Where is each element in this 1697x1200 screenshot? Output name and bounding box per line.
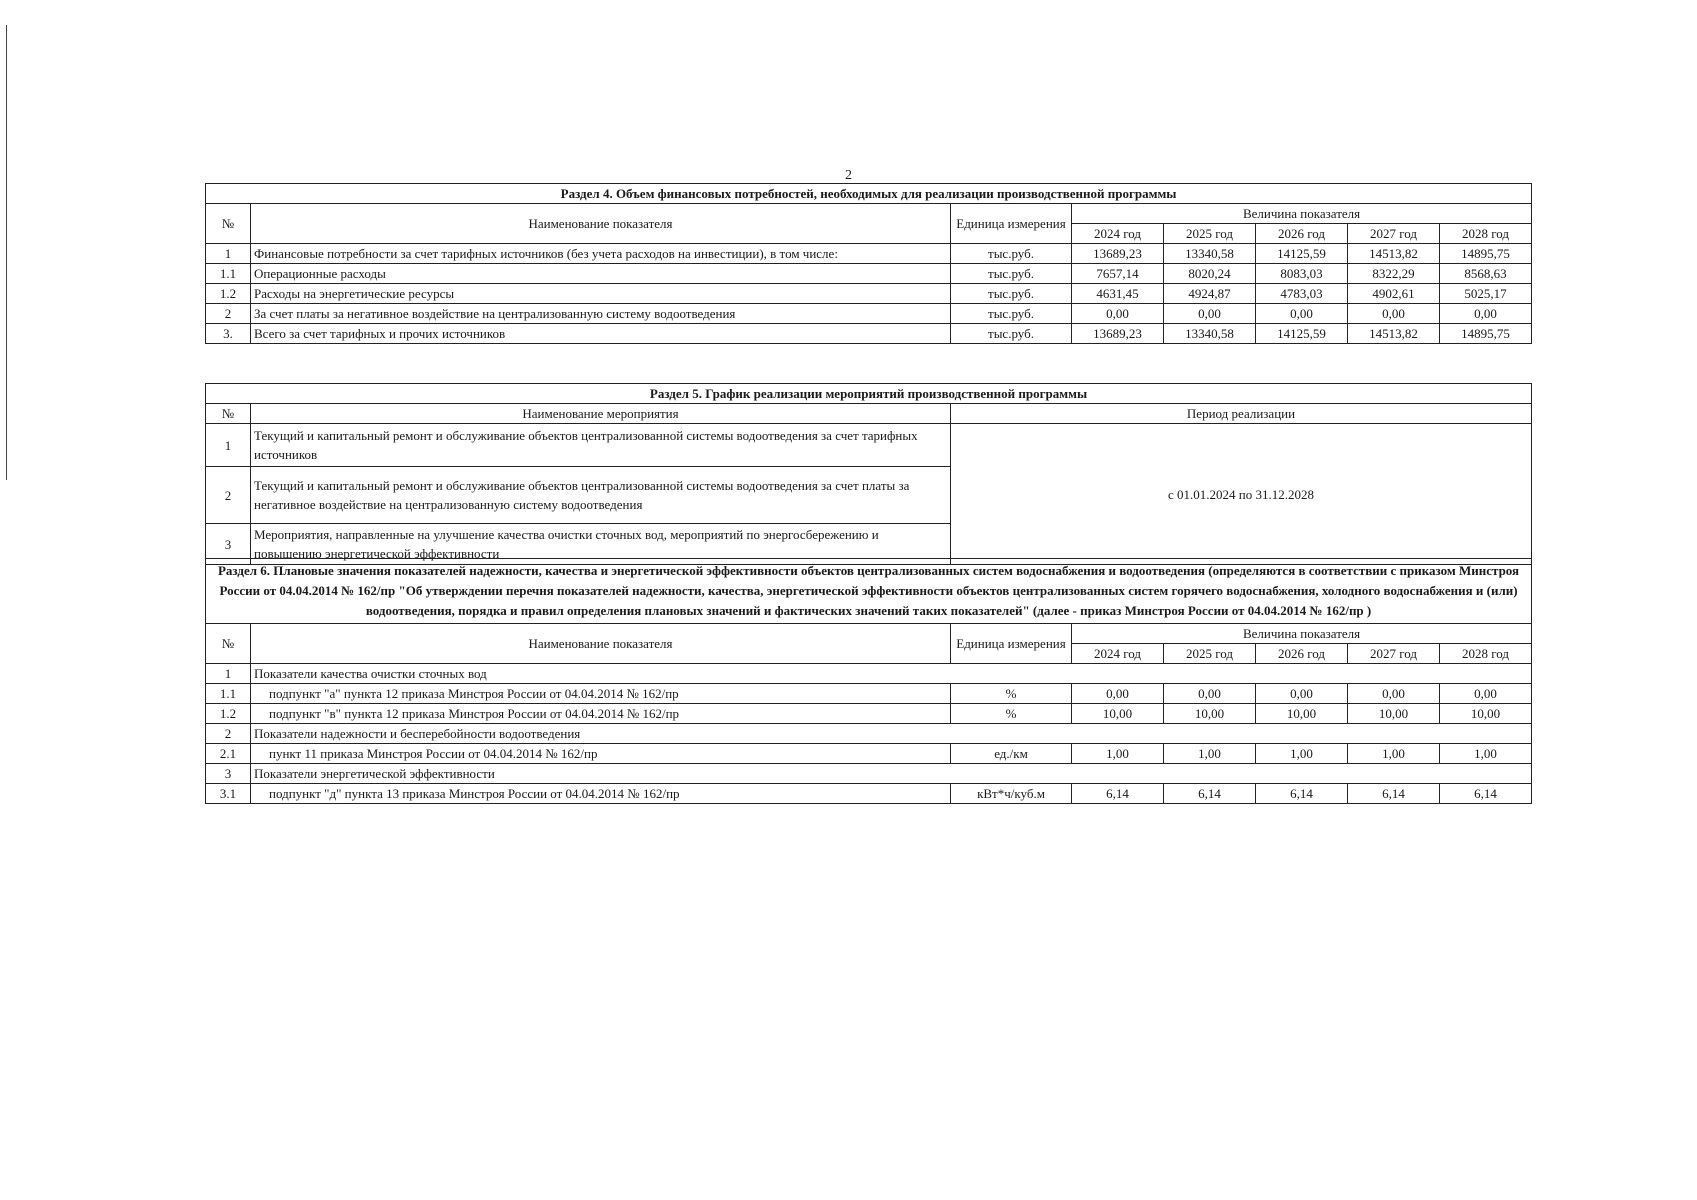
row-name: подпункт "а" пункта 12 приказа Минстроя России от 04.04.2014 № 162/пр bbox=[251, 684, 951, 704]
col-header-name: Наименование мероприятия bbox=[251, 404, 951, 424]
row-value: 8568,63 bbox=[1440, 264, 1532, 284]
row-value: 0,00 bbox=[1164, 304, 1256, 324]
row-num: 1 bbox=[206, 244, 251, 264]
row-value: 13340,58 bbox=[1164, 244, 1256, 264]
row-value: 6,14 bbox=[1440, 784, 1532, 804]
row-unit: ед./км bbox=[951, 744, 1072, 764]
scan-margin-line bbox=[6, 25, 7, 480]
table-row bbox=[206, 324, 1532, 344]
col-header-unit: Единица измерения bbox=[951, 624, 1072, 664]
row-value: 13689,23 bbox=[1072, 244, 1164, 264]
table-row bbox=[206, 244, 1532, 264]
row-name: Текущий и капитальный ремонт и обслуживание объектов централизованной системы водоотведения за счет платы за негативное воздействие на централизованную систему водоотведения bbox=[251, 467, 951, 524]
row-num: 2.1 bbox=[206, 744, 251, 764]
row-unit: тыс.руб. bbox=[951, 264, 1072, 284]
table-row bbox=[206, 284, 1532, 304]
row-num: 3 bbox=[206, 764, 251, 784]
row-num: 2 bbox=[206, 724, 251, 744]
row-value: 13689,23 bbox=[1072, 324, 1164, 344]
table-row bbox=[206, 744, 1532, 764]
year-header: 2025 год bbox=[1164, 224, 1256, 244]
row-name: пункт 11 приказа Минстроя России от 04.04.2014 № 162/пр bbox=[251, 744, 951, 764]
row-name: Мероприятия, направленные на улучшение качества очистки сточных вод, мероприятий по энергосбережению и повышению энергетической эффективности bbox=[251, 524, 951, 565]
section4-table bbox=[205, 183, 1532, 344]
row-value: 1,00 bbox=[1440, 744, 1532, 764]
row-value: 0,00 bbox=[1164, 684, 1256, 704]
row-value: 10,00 bbox=[1072, 704, 1164, 724]
row-name: Операционные расходы bbox=[251, 264, 951, 284]
row-value: 6,14 bbox=[1348, 784, 1440, 804]
col-header-num: № bbox=[206, 624, 251, 664]
table-row bbox=[206, 684, 1532, 704]
row-value: 4902,61 bbox=[1348, 284, 1440, 304]
row-value: 0,00 bbox=[1072, 684, 1164, 704]
row-value: 1,00 bbox=[1164, 744, 1256, 764]
row-unit: тыс.руб. bbox=[951, 304, 1072, 324]
year-header: 2024 год bbox=[1072, 224, 1164, 244]
row-value: 0,00 bbox=[1072, 304, 1164, 324]
group-row bbox=[206, 664, 1532, 684]
year-header: 2027 год bbox=[1348, 224, 1440, 244]
row-unit: тыс.руб. bbox=[951, 324, 1072, 344]
row-value: 5025,17 bbox=[1440, 284, 1532, 304]
section5-table bbox=[205, 383, 1532, 565]
row-num: 3. bbox=[206, 324, 251, 344]
table-row bbox=[206, 424, 1532, 467]
row-num: 1 bbox=[206, 424, 251, 467]
col-header-value: Величина показателя bbox=[1072, 624, 1532, 644]
row-num: 2 bbox=[206, 304, 251, 324]
row-value: 0,00 bbox=[1348, 684, 1440, 704]
group-row bbox=[206, 764, 1532, 784]
row-num: 1.1 bbox=[206, 264, 251, 284]
row-value: 1,00 bbox=[1348, 744, 1440, 764]
group-name: Показатели энергетической эффективности bbox=[251, 764, 1532, 784]
group-row bbox=[206, 724, 1532, 744]
row-value: 6,14 bbox=[1256, 784, 1348, 804]
row-num: 1 bbox=[206, 664, 251, 684]
year-header: 2027 год bbox=[1348, 644, 1440, 664]
row-value: 0,00 bbox=[1440, 684, 1532, 704]
year-header: 2024 год bbox=[1072, 644, 1164, 664]
row-value: 10,00 bbox=[1164, 704, 1256, 724]
row-value: 0,00 bbox=[1440, 304, 1532, 324]
row-value: 14513,82 bbox=[1348, 244, 1440, 264]
row-value: 8322,29 bbox=[1348, 264, 1440, 284]
row-value: 14125,59 bbox=[1256, 244, 1348, 264]
section5-title: Раздел 5. График реализации мероприятий производственной программы bbox=[206, 384, 1532, 404]
year-header: 2028 год bbox=[1440, 224, 1532, 244]
col-header-period: Период реализации bbox=[951, 404, 1532, 424]
section6-table bbox=[205, 558, 1532, 804]
row-value: 14895,75 bbox=[1440, 324, 1532, 344]
row-unit: % bbox=[951, 704, 1072, 724]
row-num: 3.1 bbox=[206, 784, 251, 804]
row-name: Текущий и капитальный ремонт и обслуживание объектов централизованной системы водоотведения за счет тарифных источников bbox=[251, 424, 951, 467]
row-name: подпункт "в" пункта 12 приказа Минстроя России от 04.04.2014 № 162/пр bbox=[251, 704, 951, 724]
row-unit: тыс.руб. bbox=[951, 284, 1072, 304]
col-header-name: Наименование показателя bbox=[251, 624, 951, 664]
row-value: 8083,03 bbox=[1256, 264, 1348, 284]
row-name: За счет платы за негативное воздействие на централизованную систему водоотведения bbox=[251, 304, 951, 324]
col-header-unit: Единица измерения bbox=[951, 204, 1072, 244]
row-name: Финансовые потребности за счет тарифных источников (без учета расходов на инвестиции), в том числе: bbox=[251, 244, 951, 264]
col-header-name: Наименование показателя bbox=[251, 204, 951, 244]
year-header: 2025 год bbox=[1164, 644, 1256, 664]
period-value: с 01.01.2024 по 31.12.2028 bbox=[951, 424, 1532, 565]
row-value: 4783,03 bbox=[1256, 284, 1348, 304]
table-row bbox=[206, 304, 1532, 324]
section6-title: Раздел 6. Плановые значения показателей надежности, качества и энергетической эффективности объектов централизованных систем водоснабжения и водоотведения (определяются в соответствии с приказом Минстроя России от 04.04.2014 № 162/пр "Об утверждении перечня показателей надежности, качества, энергетической эффективности объектов централизованных систем горячего водоснабжения, холодного водоснабжения и (или) водоотведения, порядка и правил определения плановых значений и фактических значений таких показателей" (далее - приказ Минстроя России от 04.04.2014 № 162/пр ) bbox=[206, 559, 1532, 624]
row-value: 6,14 bbox=[1164, 784, 1256, 804]
group-name: Показатели надежности и бесперебойности водоотведения bbox=[251, 724, 1532, 744]
row-num: 2 bbox=[206, 467, 251, 524]
row-unit: кВт*ч/куб.м bbox=[951, 784, 1072, 804]
row-value: 14513,82 bbox=[1348, 324, 1440, 344]
row-value: 1,00 bbox=[1072, 744, 1164, 764]
row-value: 0,00 bbox=[1256, 304, 1348, 324]
year-header: 2026 год bbox=[1256, 224, 1348, 244]
row-value: 10,00 bbox=[1348, 704, 1440, 724]
row-value: 13340,58 bbox=[1164, 324, 1256, 344]
col-header-num: № bbox=[206, 204, 251, 244]
page-number: 2 bbox=[845, 168, 852, 183]
section4-title: Раздел 4. Объем финансовых потребностей, необходимых для реализации производственной программы bbox=[206, 184, 1532, 204]
row-value: 0,00 bbox=[1256, 684, 1348, 704]
row-value: 6,14 bbox=[1072, 784, 1164, 804]
row-value: 4924,87 bbox=[1164, 284, 1256, 304]
row-value: 14125,59 bbox=[1256, 324, 1348, 344]
table-row bbox=[206, 704, 1532, 724]
group-name: Показатели качества очистки сточных вод bbox=[251, 664, 1532, 684]
row-value: 10,00 bbox=[1440, 704, 1532, 724]
row-value: 4631,45 bbox=[1072, 284, 1164, 304]
row-name: Расходы на энергетические ресурсы bbox=[251, 284, 951, 304]
row-num: 1.2 bbox=[206, 284, 251, 304]
row-name: подпункт "д" пункта 13 приказа Минстроя России от 04.04.2014 № 162/пр bbox=[251, 784, 951, 804]
table-row bbox=[206, 784, 1532, 804]
col-header-value: Величина показателя bbox=[1072, 204, 1532, 224]
table-row bbox=[206, 264, 1532, 284]
year-header: 2028 год bbox=[1440, 644, 1532, 664]
row-num: 1.2 bbox=[206, 704, 251, 724]
col-header-num: № bbox=[206, 404, 251, 424]
row-value: 1,00 bbox=[1256, 744, 1348, 764]
row-unit: тыс.руб. bbox=[951, 244, 1072, 264]
row-value: 10,00 bbox=[1256, 704, 1348, 724]
row-name: Всего за счет тарифных и прочих источников bbox=[251, 324, 951, 344]
row-num: 1.1 bbox=[206, 684, 251, 704]
row-num: 3 bbox=[206, 524, 251, 565]
row-value: 0,00 bbox=[1348, 304, 1440, 324]
row-value: 14895,75 bbox=[1440, 244, 1532, 264]
row-value: 7657,14 bbox=[1072, 264, 1164, 284]
row-value: 8020,24 bbox=[1164, 264, 1256, 284]
row-unit: % bbox=[951, 684, 1072, 704]
year-header: 2026 год bbox=[1256, 644, 1348, 664]
